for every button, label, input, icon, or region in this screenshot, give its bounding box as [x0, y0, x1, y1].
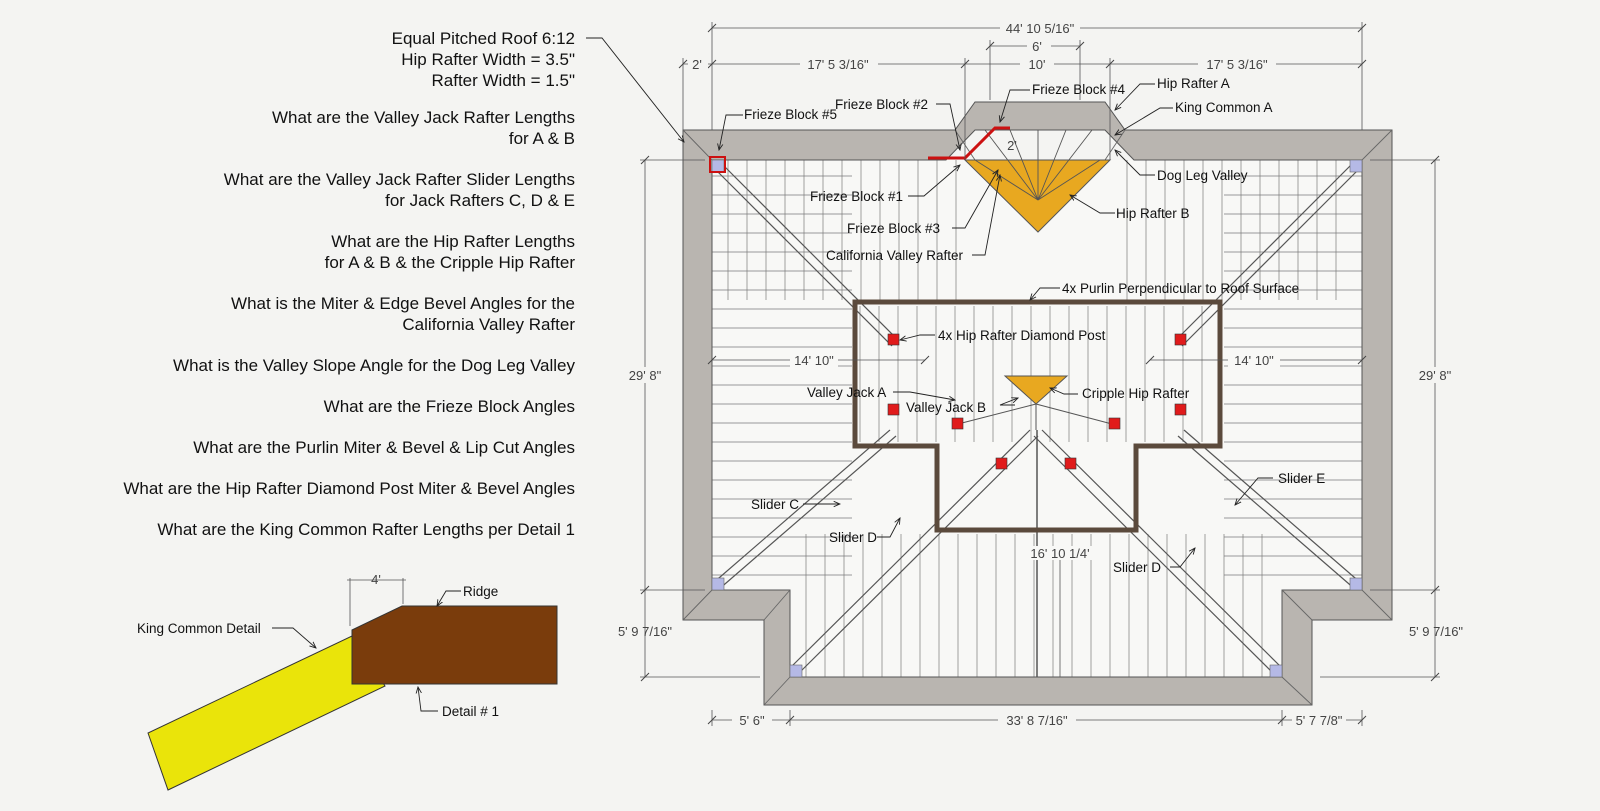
question-4: What is the Miter & Edge Bevel Angles for the California Valley Rafter	[231, 294, 575, 334]
dim-six: 6'	[1032, 39, 1042, 54]
label-slider-d-left: Slider D	[829, 530, 878, 545]
label-frieze-1: Frieze Block #1	[810, 189, 904, 204]
label-slider-c: Slider C	[751, 497, 800, 512]
ridge-block	[352, 606, 557, 684]
dim-two-inner: 2'	[1007, 138, 1017, 153]
roof-plan	[683, 102, 1392, 705]
dim-two-top: 2'	[692, 57, 702, 72]
question-6: What are the Frieze Block Angles	[323, 397, 575, 416]
dim-overall: 44' 10 5/16"	[1005, 21, 1075, 36]
pitch-text: Equal Pitched Roof 6:12	[391, 29, 575, 48]
label-valley-jack-a: Valley Jack A	[807, 385, 887, 400]
dim-bottom-mid: 33' 8 7/16"	[1006, 713, 1068, 728]
dim-center: 16' 10 1/4'	[1030, 546, 1090, 561]
label-hip-b: Hip Rafter B	[1116, 206, 1190, 221]
dim-left-inner: 14' 10"	[794, 353, 834, 368]
dim-right-low: 5' 9 7/16"	[1408, 624, 1464, 639]
label-slider-e: Slider E	[1278, 471, 1326, 486]
dim-bottom-right: 5' 7 7/8"	[1295, 713, 1343, 728]
label-frieze-4: Frieze Block #4	[1032, 82, 1126, 97]
king-common-detail	[137, 572, 557, 790]
rafter-width-text: Rafter Width = 1.5"	[431, 71, 575, 90]
label-slider-d-right: Slider D	[1113, 560, 1162, 575]
ridge-label: Ridge	[463, 584, 499, 599]
question-9: What are the King Common Rafter Lengths per Detail 1	[157, 520, 575, 539]
question-8: What are the Hip Rafter Diamond Post Miter & Bevel Angles	[123, 479, 575, 498]
dim-left-low: 5' 9 7/16"	[617, 624, 673, 639]
dim-right-inner: 14' 10"	[1234, 353, 1274, 368]
king-common-detail-label: King Common Detail	[137, 621, 261, 636]
label-california-valley: California Valley Rafter	[826, 248, 964, 263]
dim-right-run: 17' 5 3/16"	[1206, 57, 1268, 72]
dim-bottom-left: 5' 6"	[739, 713, 765, 728]
label-frieze-3: Frieze Block #3	[847, 221, 941, 236]
label-frieze-2: Frieze Block #2	[835, 97, 929, 112]
label-diamond-post: 4x Hip Rafter Diamond Post	[938, 328, 1106, 343]
question-1: What are the Valley Jack Rafter Lengths for A & B	[271, 108, 575, 148]
label-frieze-5: Frieze Block #5	[744, 107, 838, 122]
label-dog-leg-valley: Dog Leg Valley	[1157, 168, 1248, 183]
label-king-common-a: King Common A	[1175, 100, 1273, 115]
detail-dim-label: 4'	[371, 572, 381, 587]
question-2: What are the Valley Jack Rafter Slider Lengths for Jack Rafters C, D & E	[223, 170, 575, 210]
question-7: What are the Purlin Miter & Bevel & Lip Cut Angles	[193, 438, 575, 457]
question-3: What are the Hip Rafter Lengths for A & B & the Cripple Hip Rafter	[324, 232, 575, 272]
dim-right-height: 29' 8"	[1418, 368, 1452, 383]
king-common-rafter	[148, 636, 385, 790]
label-hip-a: Hip Rafter A	[1157, 76, 1230, 91]
dim-left-height: 29' 8"	[628, 368, 662, 383]
dim-ten: 10'	[1028, 57, 1046, 72]
detail-number-label: Detail # 1	[442, 704, 500, 719]
question-5: What is the Valley Slope Angle for the Dog Leg Valley	[173, 356, 575, 375]
hip-width-text: Hip Rafter Width = 3.5"	[401, 50, 575, 69]
dim-left-run: 17' 5 3/16"	[807, 57, 869, 72]
label-valley-jack-b: Valley Jack B	[906, 400, 987, 415]
label-purlin: 4x Purlin Perpendicular to Roof Surface	[1062, 281, 1300, 296]
label-cripple-hip: Cripple Hip Rafter	[1082, 386, 1190, 401]
